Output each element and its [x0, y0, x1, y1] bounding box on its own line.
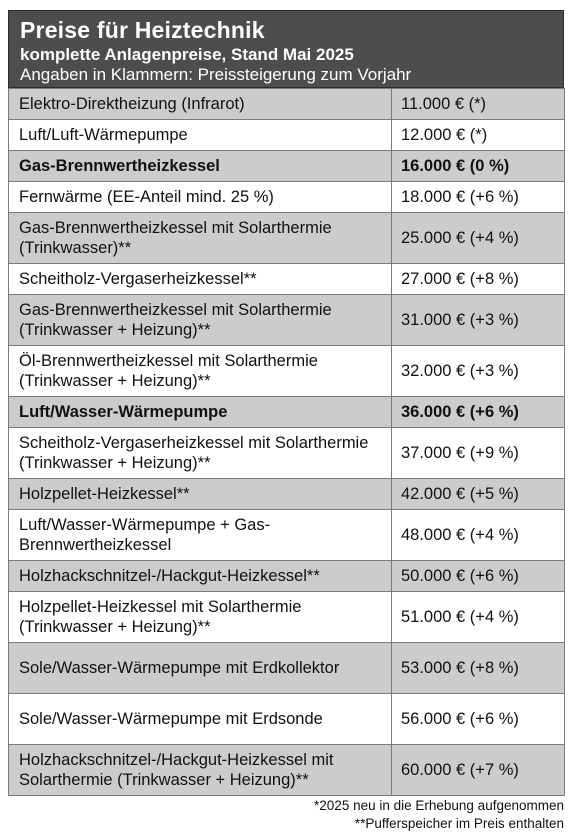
table-row — [9, 561, 565, 592]
price-value: 16.000 € (0 %) — [392, 151, 565, 182]
price-value: 12.000 € (*) — [392, 120, 565, 151]
heating-system-label: Sole/Wasser-Wärmepumpe mit Erdkollektor — [9, 643, 392, 694]
price-value: 31.000 € (+3 %) — [392, 295, 565, 346]
table-row — [9, 295, 565, 346]
table-row — [9, 643, 565, 694]
heating-system-label: Elektro-Direktheizung (Infrarot) — [9, 89, 392, 120]
heating-system-label: Gas-Brennwertheizkessel — [9, 151, 392, 182]
header-note: Angaben in Klammern: Preissteigerung zum Vorjahr — [20, 65, 412, 84]
price-value: 42.000 € (+5 %) — [392, 479, 565, 510]
price-table — [8, 88, 565, 796]
price-value: 60.000 € (+7 %) — [392, 745, 565, 796]
heating-system-label: Luft/Wasser-Wärmepumpe + Gas-Brennwertheizkessel — [9, 510, 392, 561]
heating-system-label: Scheitholz-Vergaserheizkessel mit Solarthermie (Trinkwasser + Heizung)** — [9, 428, 392, 479]
table-row — [9, 428, 565, 479]
price-value: 37.000 € (+9 %) — [392, 428, 565, 479]
table-row — [9, 89, 565, 120]
table-row — [9, 213, 565, 264]
heating-system-label: Holzhackschnitzel-/Hackgut-Heizkessel** — [9, 561, 392, 592]
price-value: 27.000 € (+8 %) — [392, 264, 565, 295]
heating-system-label: Luft/Wasser-Wärmepumpe — [9, 397, 392, 428]
price-value: 50.000 € (+6 %) — [392, 561, 565, 592]
price-value: 18.000 € (+6 %) — [392, 182, 565, 213]
heating-system-label: Holzpellet-Heizkessel mit Solarthermie (Trinkwasser + Heizung)** — [9, 592, 392, 643]
table-header — [8, 10, 564, 88]
heating-system-label: Gas-Brennwertheizkessel mit Solarthermie (Trinkwasser)** — [9, 213, 392, 264]
table-row — [9, 346, 565, 397]
price-value: 51.000 € (+4 %) — [392, 592, 565, 643]
page-subtitle: komplette Anlagenpreise, Stand Mai 2025 — [20, 45, 354, 64]
table-row — [9, 745, 565, 796]
table-row — [9, 592, 565, 643]
footnote-buffer: **Pufferspeicher im Preis enthalten — [354, 816, 564, 831]
table-row — [9, 694, 565, 745]
footnote-new: *2025 neu in die Erhebung aufgenommen — [314, 798, 564, 813]
heating-system-label: Gas-Brennwertheizkessel mit Solarthermie (Trinkwasser + Heizung)** — [9, 295, 392, 346]
price-value: 48.000 € (+4 %) — [392, 510, 565, 561]
heating-system-label: Luft/Luft-Wärmepumpe — [9, 120, 392, 151]
page-title: Preise für Heiztechnik — [20, 17, 265, 43]
heating-system-label: Scheitholz-Vergaserheizkessel** — [9, 264, 392, 295]
price-value: 53.000 € (+8 %) — [392, 643, 565, 694]
heating-system-label: Öl-Brennwertheizkessel mit Solarthermie (Trinkwasser + Heizung)** — [9, 346, 392, 397]
price-table-panel — [8, 10, 564, 796]
price-value: 36.000 € (+6 %) — [392, 397, 565, 428]
heating-system-label: Fernwärme (EE-Anteil mind. 25 %) — [9, 182, 392, 213]
table-row — [9, 479, 565, 510]
price-value: 56.000 € (+6 %) — [392, 694, 565, 745]
heating-system-label: Holzhackschnitzel-/Hackgut-Heizkessel mit Solarthermie (Trinkwasser + Heizung)** — [9, 745, 392, 796]
table-row — [9, 120, 565, 151]
heating-system-label: Sole/Wasser-Wärmepumpe mit Erdsonde — [9, 694, 392, 745]
table-row — [9, 182, 565, 213]
footnotes — [314, 797, 564, 833]
table-row — [9, 151, 565, 182]
price-value: 25.000 € (+4 %) — [392, 213, 565, 264]
heating-system-label: Holzpellet-Heizkessel** — [9, 479, 392, 510]
table-row — [9, 510, 565, 561]
table-row — [9, 397, 565, 428]
table-row — [9, 264, 565, 295]
price-value: 32.000 € (+3 %) — [392, 346, 565, 397]
price-value: 11.000 € (*) — [392, 89, 565, 120]
